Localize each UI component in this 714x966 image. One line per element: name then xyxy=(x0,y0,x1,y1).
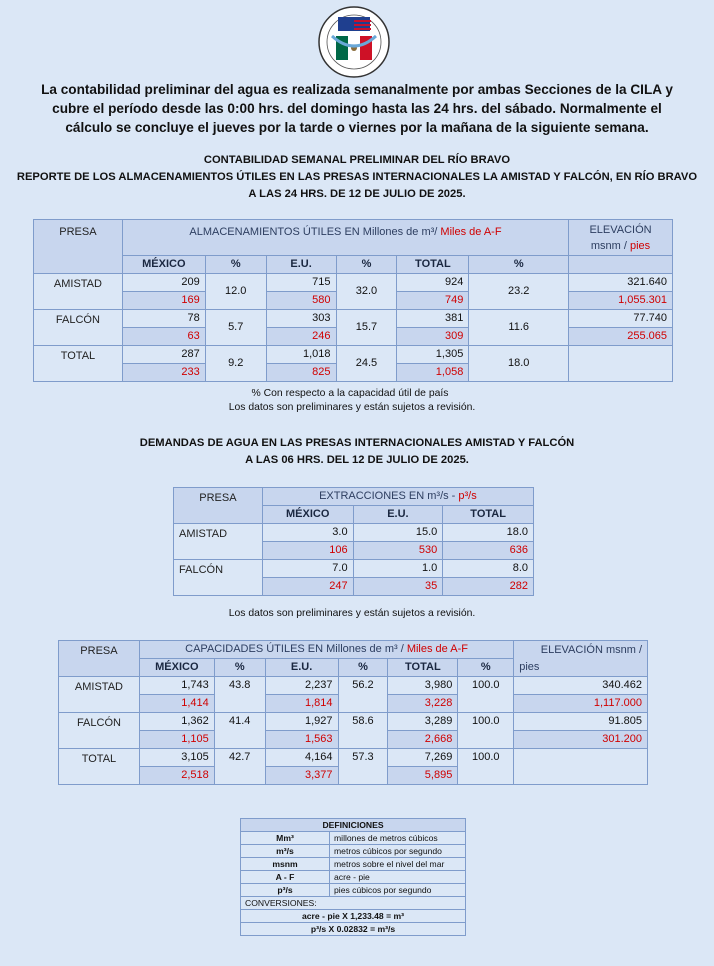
cell: 340.462 xyxy=(514,677,648,695)
table-row xyxy=(34,310,673,328)
cell: 100.0 xyxy=(458,713,514,749)
storage-col-pct3: % xyxy=(469,256,569,274)
definitions-title: DEFINICIONES xyxy=(241,819,466,832)
cila-logo xyxy=(318,6,390,78)
table-row xyxy=(34,346,673,364)
demand-table xyxy=(173,487,534,596)
cell: 1,414 xyxy=(139,695,214,713)
cell: 715 xyxy=(266,274,336,292)
def-key: Mm³ xyxy=(241,832,330,845)
conversion-2: p³/s X 0.02832 = m³/s xyxy=(241,923,466,936)
cell: 3,980 xyxy=(388,677,458,695)
conversions-label: CONVERSIONES: xyxy=(241,897,466,910)
cell: 233 xyxy=(122,364,205,382)
cell: 255.065 xyxy=(569,328,673,346)
def-key: m³/s xyxy=(241,845,330,858)
cell: 2,668 xyxy=(388,731,458,749)
cell: 106 xyxy=(262,542,353,560)
cell: 12.0 xyxy=(205,274,266,310)
cell: 91.805 xyxy=(514,713,648,731)
cell: 1,563 xyxy=(265,731,338,749)
def-key: p³/s xyxy=(241,884,330,897)
capacity-col-total: TOTAL xyxy=(388,659,458,677)
cell: 1,814 xyxy=(265,695,338,713)
cell: 1,362 xyxy=(139,713,214,731)
cell: 23.2 xyxy=(469,274,569,310)
def-value: millones de metros cúbicos xyxy=(330,832,466,845)
demand-col-eu: E.U. xyxy=(353,506,443,524)
list-item xyxy=(241,845,466,858)
cell: 301.200 xyxy=(514,731,648,749)
cell: 57.3 xyxy=(338,749,388,785)
cell: 282 xyxy=(443,578,534,596)
def-value: acre - pie xyxy=(330,871,466,884)
cell: 3,105 xyxy=(139,749,214,767)
storage-col-pct1: % xyxy=(205,256,266,274)
row-label: FALCÓN xyxy=(34,310,123,346)
row-label: AMISTAD xyxy=(174,524,263,560)
definitions-table xyxy=(240,818,466,936)
demand-col-total: TOTAL xyxy=(443,506,534,524)
cell: 1,927 xyxy=(265,713,338,731)
demand-h-presa: PRESA xyxy=(174,488,263,524)
cell: 11.6 xyxy=(469,310,569,346)
cell: 18.0 xyxy=(469,346,569,382)
demand-note-preliminary: Los datos son preliminares y están sujetos a revisión. xyxy=(228,608,476,619)
storage-h-presa: PRESA xyxy=(34,220,123,274)
cell: 321.640 xyxy=(569,274,673,292)
cell: 3.0 xyxy=(262,524,353,542)
capacity-h-main: CAPACIDADES ÚTILES EN Millones de m³ / Miles de A-F xyxy=(139,641,513,659)
cell: 636 xyxy=(443,542,534,560)
cell: 78 xyxy=(122,310,205,328)
cell: 2,237 xyxy=(265,677,338,695)
list-item xyxy=(241,832,466,845)
cell: 1,305 xyxy=(397,346,469,364)
cell: 56.2 xyxy=(338,677,388,713)
cell: 530 xyxy=(353,542,443,560)
capacity-col-pct1: % xyxy=(214,659,265,677)
table-row xyxy=(174,524,534,542)
cell: 8.0 xyxy=(443,560,534,578)
cell: 1,018 xyxy=(266,346,336,364)
cell: 580 xyxy=(266,292,336,310)
report-title-line1: CONTABILIDAD SEMANAL PRELIMINAR DEL RÍO BRAVO xyxy=(203,154,511,166)
cell: 1,055.301 xyxy=(569,292,673,310)
cell: 5.7 xyxy=(205,310,266,346)
cell: 18.0 xyxy=(443,524,534,542)
storage-table xyxy=(33,219,673,382)
cell: 749 xyxy=(397,292,469,310)
cell: 169 xyxy=(122,292,205,310)
cell: 100.0 xyxy=(458,677,514,713)
demand-h-main: EXTRACCIONES EN m³/s - p³/s xyxy=(262,488,533,506)
def-value: metros sobre el nivel del mar xyxy=(330,858,466,871)
cell: 5,895 xyxy=(388,767,458,785)
table-row xyxy=(174,560,534,578)
cell: 63 xyxy=(122,328,205,346)
capacity-h-elev: ELEVACIÓN msnm / pies xyxy=(514,641,648,677)
cell: 15.0 xyxy=(353,524,443,542)
conversion-1: acre - pie X 1,233.48 = m³ xyxy=(241,910,466,923)
def-key: A - F xyxy=(241,871,330,884)
cell: 3,228 xyxy=(388,695,458,713)
cell: 9.2 xyxy=(205,346,266,382)
cell: 247 xyxy=(262,578,353,596)
cell: 58.6 xyxy=(338,713,388,749)
demand-col-mexico: MÉXICO xyxy=(262,506,353,524)
capacity-col-mexico: MÉXICO xyxy=(139,659,214,677)
cell: 42.7 xyxy=(214,749,265,785)
storage-note-preliminary: Los datos son preliminares y están sujetos a revisión. xyxy=(228,402,476,413)
row-label: AMISTAD xyxy=(59,677,140,713)
cell: 309 xyxy=(397,328,469,346)
table-row xyxy=(59,677,648,695)
cell xyxy=(514,749,648,785)
cell xyxy=(569,346,673,382)
cell: 924 xyxy=(397,274,469,292)
cell: 1,743 xyxy=(139,677,214,695)
intro-paragraph: La contabilidad preliminar del agua es realizada semanalmente por ambas Secciones de la CILA y cubre el período desde las 0:00 hrs. del domingo hasta las 24 hrs. del sábado. Normalmente el cálculo se concluye el jueves por la tarde o viernes por la mañana de la siguiente semana. xyxy=(41,82,673,135)
cell: 825 xyxy=(266,364,336,382)
row-label: AMISTAD xyxy=(34,274,123,310)
list-item xyxy=(241,884,466,897)
row-label: FALCÓN xyxy=(174,560,263,596)
cell: 287 xyxy=(122,346,205,364)
row-label: FALCÓN xyxy=(59,713,140,749)
table-row xyxy=(59,749,648,767)
cell: 1,105 xyxy=(139,731,214,749)
cell: 3,377 xyxy=(265,767,338,785)
demand-title-line1: DEMANDAS DE AGUA EN LAS PRESAS INTERNACIONALES AMISTAD Y FALCÓN xyxy=(139,437,575,449)
report-title xyxy=(10,152,704,203)
demand-title-line2: A LAS 06 HRS. DEL 12 DE JULIO DE 2025. xyxy=(245,454,469,466)
capacity-h-presa: PRESA xyxy=(59,641,140,677)
cell: 381 xyxy=(397,310,469,328)
def-key: msnm xyxy=(241,858,330,871)
cell: 41.4 xyxy=(214,713,265,749)
storage-col-pct2: % xyxy=(336,256,397,274)
cell: 246 xyxy=(266,328,336,346)
def-value: pies cúbicos por segundo xyxy=(330,884,466,897)
storage-h-elev: ELEVACIÓN msnm / pies xyxy=(569,220,673,256)
storage-col-mexico: MÉXICO xyxy=(122,256,205,274)
capacity-col-pct2: % xyxy=(338,659,388,677)
capacity-col-eu: E.U. xyxy=(265,659,338,677)
row-label: TOTAL xyxy=(59,749,140,785)
cell: 32.0 xyxy=(336,274,397,310)
report-title-line2: REPORTE DE LOS ALMACENAMIENTOS ÚTILES EN LAS PRESAS INTERNACIONALES LA AMISTAD Y FALCÓN, EN RÍO BRAVO xyxy=(16,171,698,183)
row-label: TOTAL xyxy=(34,346,123,382)
cell: 4,164 xyxy=(265,749,338,767)
cell: 1,117.000 xyxy=(514,695,648,713)
demand-title xyxy=(10,435,704,469)
capacity-col-pct3: % xyxy=(458,659,514,677)
cell: 7,269 xyxy=(388,749,458,767)
table-row xyxy=(34,274,673,292)
report-title-line3: A LAS 24 HRS. DE 12 DE JULIO DE 2025. xyxy=(248,188,466,200)
list-item xyxy=(241,871,466,884)
cell: 15.7 xyxy=(336,310,397,346)
storage-col-total: TOTAL xyxy=(397,256,469,274)
cell: 77.740 xyxy=(569,310,673,328)
table-row xyxy=(59,713,648,731)
capacity-table xyxy=(58,640,648,785)
cell: 35 xyxy=(353,578,443,596)
storage-h-main: ALMACENAMIENTOS ÚTILES EN Millones de m³/ Miles de A-F xyxy=(122,220,568,256)
list-item xyxy=(241,858,466,871)
cell: 100.0 xyxy=(458,749,514,785)
storage-col-elev-blank xyxy=(569,256,673,274)
def-value: metros cúbicos por segundo xyxy=(330,845,466,858)
cell: 43.8 xyxy=(214,677,265,713)
cell: 1,058 xyxy=(397,364,469,382)
cell: 2,518 xyxy=(139,767,214,785)
cell: 303 xyxy=(266,310,336,328)
cell: 209 xyxy=(122,274,205,292)
cell: 7.0 xyxy=(262,560,353,578)
cell: 24.5 xyxy=(336,346,397,382)
storage-note-pct: % Con respecto a la capacidad útil de país xyxy=(251,388,449,399)
cell: 1.0 xyxy=(353,560,443,578)
storage-col-eu: E.U. xyxy=(266,256,336,274)
cell: 3,289 xyxy=(388,713,458,731)
